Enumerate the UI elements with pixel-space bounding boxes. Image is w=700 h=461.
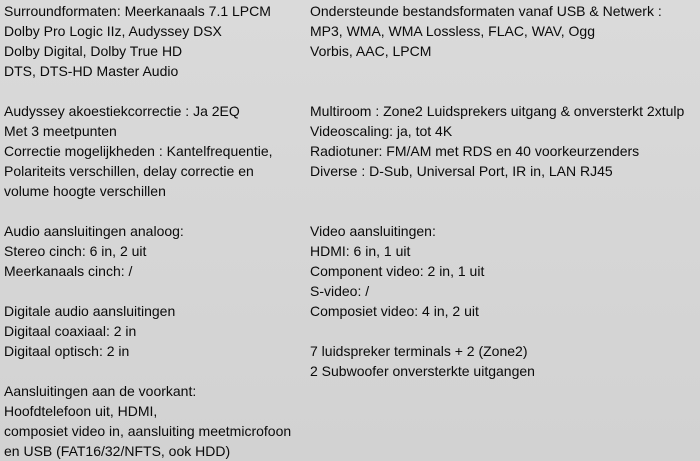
spec-line: volume hoogte verschillen — [4, 183, 166, 199]
spacer — [310, 61, 698, 81]
digital-audio-block — [4, 301, 304, 361]
spec-line: Multiroom : Zone2 Luidsprekers uitgang & onversterkt 2xtulp — [310, 103, 685, 119]
surround-formats-block — [4, 1, 304, 81]
spec-line: S-video: / — [310, 283, 370, 299]
spec-line: Meerkanaals cinch: / — [4, 263, 133, 279]
spec-line: Radiotuner: FM/AM met RDS en 40 voorkeurzenders — [310, 143, 640, 159]
spacer — [310, 181, 698, 201]
spec-line: Component video: 2 in, 1 uit — [310, 263, 485, 279]
front-connections-block — [4, 381, 304, 461]
spec-line: Diverse : D-Sub, Universal Port, IR in, LAN RJ45 — [310, 163, 613, 179]
spec-line: Met 3 meetpunten — [4, 123, 117, 139]
spacer — [310, 321, 698, 341]
spec-line: Dolby Pro Logic IIz, Audyssey DSX — [4, 23, 222, 39]
spec-line: Digitaal coaxiaal: 2 in — [4, 323, 137, 339]
spec-line: Hoofdtelefoon uit, HDMI, — [4, 403, 158, 419]
misc-features-block — [310, 101, 698, 181]
spacer — [310, 201, 698, 221]
spec-line: HDMI: 6 in, 1 uit — [310, 243, 411, 259]
spec-line: Polariteits verschillen, delay correctie en — [4, 163, 254, 179]
spacer — [4, 361, 304, 381]
spec-line: composiet video in, aansluiting meetmicrofoon — [4, 423, 292, 439]
spec-line: MP3, WMA, WMA Lossless, FLAC, WAV, Ogg — [310, 23, 595, 39]
spec-line: Aansluitingen aan de voorkant: — [4, 383, 197, 399]
spec-line: 2 Subwoofer onversterkte uitgangen — [310, 363, 535, 379]
right-spec-column — [310, 1, 698, 381]
spec-line: Ondersteunde bestandsformaten vanaf USB & Netwerk : — [310, 3, 662, 19]
video-connections-block — [310, 221, 698, 321]
spec-line: Audio aansluitingen analoog: — [4, 223, 184, 239]
spec-line: Digitaal optisch: 2 in — [4, 343, 130, 359]
spec-line: Audyssey akoestiekcorrectie : Ja 2EQ — [4, 103, 240, 119]
spec-line: Vorbis, AAC, LPCM — [310, 43, 432, 59]
file-formats-block — [310, 1, 698, 61]
spec-line: Surroundformaten: Meerkanaals 7.1 LPCM — [4, 3, 271, 19]
spec-line: Dolby Digital, Dolby True HD — [4, 43, 183, 59]
spec-line: Composiet video: 4 in, 2 uit — [310, 303, 479, 319]
spacer — [310, 81, 698, 101]
spacer — [4, 281, 304, 301]
spec-line: Stereo cinch: 6 in, 2 uit — [4, 243, 147, 259]
analog-audio-block — [4, 221, 304, 281]
spacer — [4, 81, 304, 101]
left-spec-column — [4, 1, 304, 461]
spec-line: Video aansluitingen: — [310, 223, 436, 239]
spec-line: DTS, DTS-HD Master Audio — [4, 63, 179, 79]
spec-line: en USB (FAT16/32/NFTS, ook HDD) — [4, 443, 231, 459]
audyssey-block — [4, 101, 304, 201]
spec-line: Videoscaling: ja, tot 4K — [310, 123, 453, 139]
spacer — [4, 201, 304, 221]
spec-line: 7 luidspreker terminals + 2 (Zone2) — [310, 343, 528, 359]
speaker-terminals-block — [310, 341, 698, 381]
spec-line: Digitale audio aansluitingen — [4, 303, 176, 319]
spec-line: Correctie mogelijkheden : Kantelfrequentie, — [4, 143, 273, 159]
